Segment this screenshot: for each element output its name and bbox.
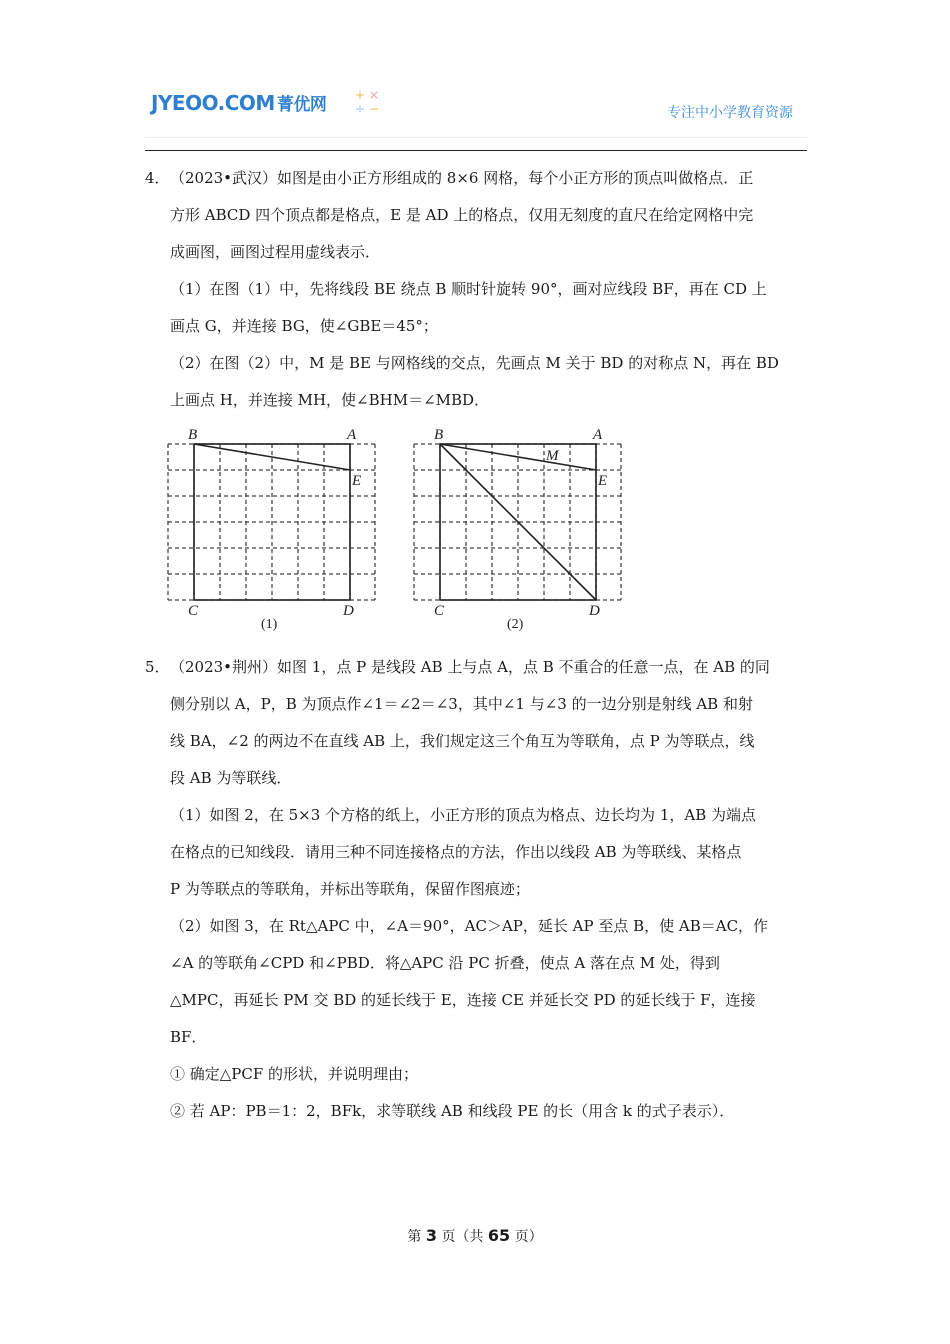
- q5-line: ② 若 AP：PB＝1：2，BFk，求等联线 AB 和线段 PE 的长（用含 k 的式子表示）．: [170, 1102, 735, 1120]
- question-number: 5．: [145, 658, 170, 676]
- footer-middle: 页（共: [441, 1229, 484, 1245]
- label-d: D: [589, 603, 600, 619]
- question-number: 4．: [145, 169, 170, 187]
- q5-line: 侧分别以 A，P，B 为顶点作∠1＝∠2＝∠3，其中∠1 与∠3 的一边分别是射线 AB 和射: [170, 695, 753, 713]
- q5-line: BF．: [170, 1028, 207, 1046]
- label-a: A: [347, 427, 357, 443]
- header-separator: [145, 137, 807, 138]
- q5-line: 段 AB 为等联线．: [170, 769, 292, 787]
- q5-line: （2）如图 3，在 Rt△APC 中，∠A＝90°，AC＞AP，延长 AP 至点 B，使 AB＝AC，作: [170, 917, 769, 935]
- q5-line: 在格点的已知线段．请用三种不同连接格点的方法，作出以线段 AB 为等联线、某格点: [170, 843, 742, 861]
- question-5: [145, 649, 807, 1130]
- times-icon: ×: [368, 88, 380, 102]
- figure-2: [414, 427, 621, 632]
- footer-suffix: 页）: [514, 1229, 543, 1245]
- figure-1: [168, 427, 375, 632]
- question-4: [145, 160, 807, 419]
- q5-line: P 为等联点的等联角，并标出等联角，保留作图痕迹；: [170, 880, 530, 898]
- header-tagline: 专注中小学教育资源: [667, 105, 793, 121]
- q4-line: 画点 G，并连接 BG，使∠GBE＝45°；: [170, 317, 438, 335]
- footer-prefix: 第: [407, 1229, 422, 1245]
- q4-line: 方形 ABCD 四个顶点都是格点，E 是 AD 上的格点，仅用无刻度的直尺在给定网格中完: [170, 206, 754, 224]
- label-b: B: [188, 427, 198, 443]
- q5-line: （1）如图 2，在 5×3 个方格的纸上，小正方形的顶点为格点、边长均为 1，AB 为端点: [170, 806, 756, 824]
- q5-line: （2023•荆州）如图 1，点 P 是线段 AB 上与点 A，点 B 不重合的任意一点，在 AB 的同: [170, 658, 770, 676]
- label-m: M: [546, 448, 559, 464]
- label-e: E: [598, 473, 608, 489]
- plus-icon: +: [354, 88, 366, 102]
- q5-line: △MPC，再延长 PM 交 BD 的延长线于 E，连接 CE 并延长交 PD 的延长线于 F，连接: [170, 991, 756, 1009]
- page-header: [145, 84, 807, 140]
- label-e: E: [352, 473, 362, 489]
- minus-icon: −: [368, 102, 380, 116]
- label-a: A: [593, 427, 603, 443]
- q4-line: （1）在图（1）中，先将线段 BE 绕点 B 顺时针旋转 90°，画对应线段 BF，再在 CD 上: [170, 280, 767, 298]
- current-page-number: 3: [425, 1226, 437, 1245]
- q4-line: 上画点 H，并连接 MH，使∠BHM＝∠MBD．: [170, 391, 490, 409]
- label-d: D: [343, 603, 354, 619]
- label-b: B: [434, 427, 444, 443]
- page-footer: [0, 1226, 950, 1246]
- q4-line: （2023•武汉）如图是由小正方形组成的 8×6 网格，每个小正方形的顶点叫做格点．正: [170, 169, 754, 187]
- divide-icon: ÷: [354, 102, 366, 116]
- header-rule: [145, 150, 807, 151]
- q4-figures: [160, 422, 640, 642]
- figure-1-dashed-grid: [168, 444, 375, 600]
- q5-line: ∠A 的等联角∠CPD 和∠PBD．将△APC 沿 PC 折叠，使点 A 落在点 M 处，得到: [170, 954, 720, 972]
- logo-cn: 菁优网: [276, 95, 327, 115]
- q4-line: （2）在图（2）中，M 是 BE 与网格线的交点，先画点 M 关于 BD 的对称点 N，再在 BD: [170, 354, 779, 372]
- logo-math-ops-icon: [353, 88, 383, 116]
- figure-2-caption: (2): [507, 617, 524, 632]
- figure-1-caption: (1): [261, 617, 278, 632]
- total-pages: 65: [487, 1226, 511, 1245]
- grid-figures: [160, 422, 640, 642]
- q4-line: 成画图，画图过程用虚线表示．: [170, 243, 381, 261]
- logo-latin: JYEOO.COM: [151, 91, 275, 115]
- q5-line: 线 BA，∠2 的两边不在直线 AB 上，我们规定这三个角互为等联角，点 P 为等联点，线: [170, 732, 755, 750]
- jyeoo-logo: [151, 90, 326, 115]
- label-c: C: [434, 603, 445, 619]
- q5-line: ① 确定△PCF 的形状，并说明理由；: [170, 1065, 419, 1083]
- label-c: C: [188, 603, 199, 619]
